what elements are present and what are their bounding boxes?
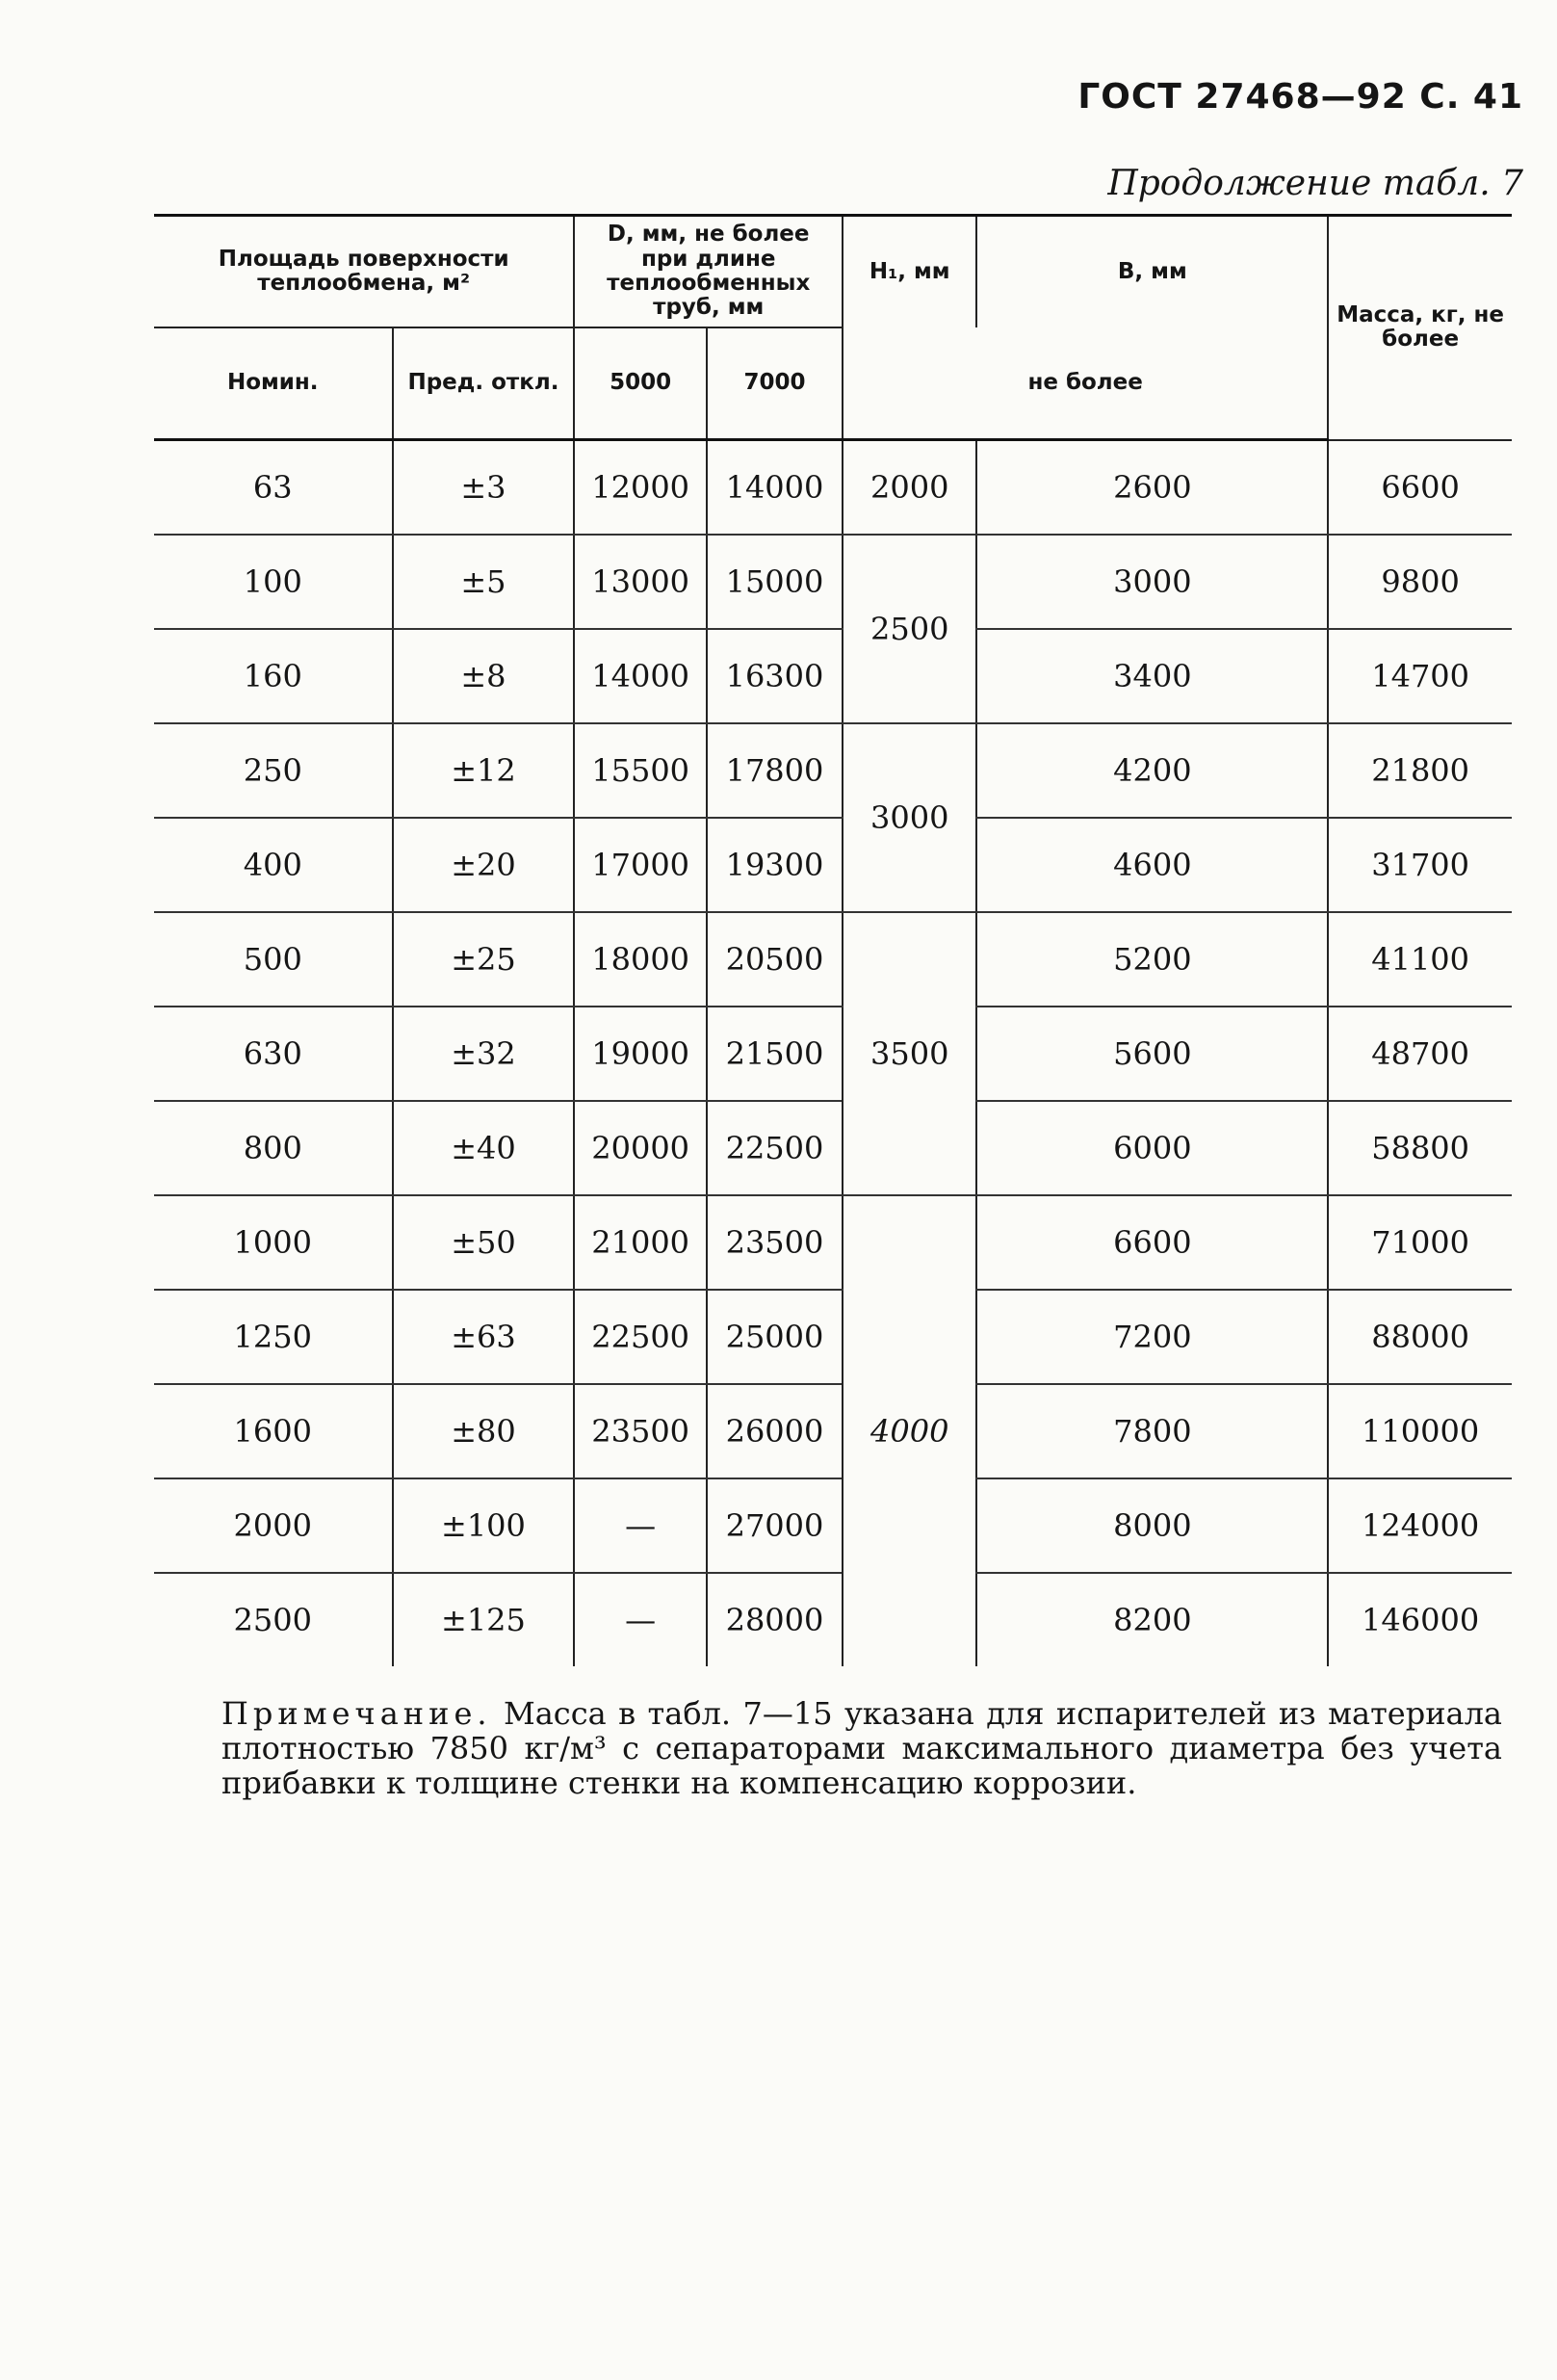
- d7000-cell: 22500: [707, 1101, 843, 1195]
- nominal-cell: 100: [154, 535, 393, 629]
- deviation-cell: ±3: [393, 440, 575, 536]
- d5000-cell: 15500: [574, 723, 707, 818]
- d7000-cell: 26000: [707, 1384, 843, 1478]
- deviation-cell: ±125: [393, 1573, 575, 1666]
- d7000-cell: 23500: [707, 1195, 843, 1290]
- table-row: [154, 1384, 1512, 1478]
- deviation-cell: ±12: [393, 723, 575, 818]
- table-row: [154, 1007, 1512, 1101]
- area-deviation-header: Пред. откл.: [393, 327, 575, 440]
- d5000-cell: —: [574, 1478, 707, 1573]
- nominal-cell: 630: [154, 1007, 393, 1101]
- d7000-cell: 21500: [707, 1007, 843, 1101]
- nominal-cell: 1000: [154, 1195, 393, 1290]
- b-cell: 3000: [976, 535, 1328, 629]
- table-row: [154, 912, 1512, 1007]
- b-cell: 5200: [976, 912, 1328, 1007]
- b-cell: 7200: [976, 1290, 1328, 1384]
- d5000-cell: 20000: [574, 1101, 707, 1195]
- h1-cell: 2500: [843, 535, 976, 723]
- h1-cell: 2000: [843, 440, 976, 536]
- b-cell: 4600: [976, 818, 1328, 912]
- deviation-cell: ±40: [393, 1101, 575, 1195]
- h1-cell: 4000: [843, 1195, 976, 1666]
- deviation-cell: ±80: [393, 1384, 575, 1478]
- d7000-cell: 25000: [707, 1290, 843, 1384]
- b-cell: 2600: [976, 440, 1328, 536]
- deviation-cell: ±20: [393, 818, 575, 912]
- not-more-header: не более: [843, 327, 1328, 440]
- standard-header: ГОСТ 27468—92 С. 41: [1077, 77, 1523, 117]
- d5000-cell: 14000: [574, 629, 707, 723]
- area-nominal-header: Номин.: [154, 327, 393, 440]
- b-cell: 3400: [976, 629, 1328, 723]
- mass-cell: 71000: [1328, 1195, 1512, 1290]
- deviation-cell: ±25: [393, 912, 575, 1007]
- table-row: [154, 818, 1512, 912]
- d7000-cell: 14000: [707, 440, 843, 536]
- table-row: [154, 1573, 1512, 1666]
- table-row: [154, 723, 1512, 818]
- d5000-cell: 22500: [574, 1290, 707, 1384]
- b-cell: 7800: [976, 1384, 1328, 1478]
- mass-header: Масса, кг, не более: [1328, 216, 1512, 440]
- b-cell: 6000: [976, 1101, 1328, 1195]
- table-row: [154, 629, 1512, 723]
- deviation-cell: ±32: [393, 1007, 575, 1101]
- nominal-cell: 2500: [233, 1602, 312, 1638]
- nominal-cell: 63: [154, 440, 393, 536]
- mass-cell: 31700: [1328, 818, 1512, 912]
- diameter-7000-header: 7000: [707, 327, 843, 440]
- mass-cell: 48700: [1328, 1007, 1512, 1101]
- nominal-cell: 1600: [154, 1384, 393, 1478]
- mass-cell: 124000: [1328, 1478, 1512, 1573]
- d5000-cell: 12000: [574, 440, 707, 536]
- d5000-cell: 19000: [574, 1007, 707, 1101]
- b-cell: 5600: [976, 1007, 1328, 1101]
- d7000-cell: 17800: [707, 723, 843, 818]
- nominal-cell: 2000: [154, 1478, 393, 1573]
- b-header: B, мм: [976, 216, 1328, 328]
- d7000-cell: 16300: [707, 629, 843, 723]
- deviation-cell: ±63: [393, 1290, 575, 1384]
- nominal-cell: 1250: [154, 1290, 393, 1384]
- note-text: Масса в табл. 7—15 указана для испарителей из материала плотностью 7850 кг/м³ с сепараторами максимального диаметра без учета прибавки к толщине стенки на компенсацию коррозии.: [221, 1695, 1503, 1801]
- deviation-cell: ±100: [393, 1478, 575, 1573]
- mass-cell: 110000: [1328, 1384, 1512, 1478]
- area-header: Площадь поверхности теплообмена, м²: [154, 216, 574, 328]
- d5000-cell: 23500: [574, 1384, 707, 1478]
- d7000-cell: 15000: [707, 535, 843, 629]
- b-cell: 4200: [976, 723, 1328, 818]
- table-row: [154, 440, 1512, 536]
- d5000-cell: —: [574, 1573, 707, 1666]
- nominal-cell: 250: [154, 723, 393, 818]
- d7000-cell: 27000: [707, 1478, 843, 1573]
- data-table: [154, 214, 1512, 1666]
- d5000-cell: 21000: [574, 1195, 707, 1290]
- mass-cell: 88000: [1328, 1290, 1512, 1384]
- h1-cell: 3500: [843, 912, 976, 1195]
- mass-cell: 14700: [1328, 629, 1512, 723]
- table-row: [154, 535, 1512, 629]
- nominal-cell: 800: [154, 1101, 393, 1195]
- d5000-cell: 13000: [574, 535, 707, 629]
- b-cell: 8200: [976, 1573, 1328, 1666]
- table-note: [221, 1697, 1502, 1800]
- evaporator-table: [154, 214, 1512, 1666]
- d5000-cell: 18000: [574, 912, 707, 1007]
- d7000-cell: 19300: [707, 818, 843, 912]
- nominal-cell: 400: [154, 818, 393, 912]
- mass-cell: 41100: [1328, 912, 1512, 1007]
- d7000-cell: 20500: [707, 912, 843, 1007]
- table-row: [154, 1290, 1512, 1384]
- deviation-cell: ±50: [393, 1195, 575, 1290]
- diameter-5000-header: 5000: [574, 327, 707, 440]
- table-row: [154, 1101, 1512, 1195]
- b-cell: 6600: [976, 1195, 1328, 1290]
- table-continuation-label: Продолжение табл. 7: [1107, 164, 1523, 203]
- deviation-cell: ±8: [393, 629, 575, 723]
- nominal-cell: 160: [154, 629, 393, 723]
- b-cell: 8000: [976, 1478, 1328, 1573]
- table-row: [154, 1478, 1512, 1573]
- table-row: [154, 1195, 1512, 1290]
- h1-header: H₁, мм: [843, 216, 976, 328]
- note-label: Примечание.: [221, 1695, 492, 1732]
- mass-cell: 146000: [1328, 1573, 1512, 1666]
- d7000-cell: 28000: [707, 1573, 843, 1666]
- deviation-cell: ±5: [393, 535, 575, 629]
- mass-cell: 6600: [1328, 440, 1512, 536]
- diameter-header: D, мм, не более при длине теплообменных труб, мм: [574, 216, 843, 328]
- d5000-cell: 17000: [574, 818, 707, 912]
- mass-cell: 21800: [1328, 723, 1512, 818]
- nominal-cell: 500: [154, 912, 393, 1007]
- h1-cell: 3000: [843, 723, 976, 912]
- mass-cell: 9800: [1328, 535, 1512, 629]
- mass-cell: 58800: [1328, 1101, 1512, 1195]
